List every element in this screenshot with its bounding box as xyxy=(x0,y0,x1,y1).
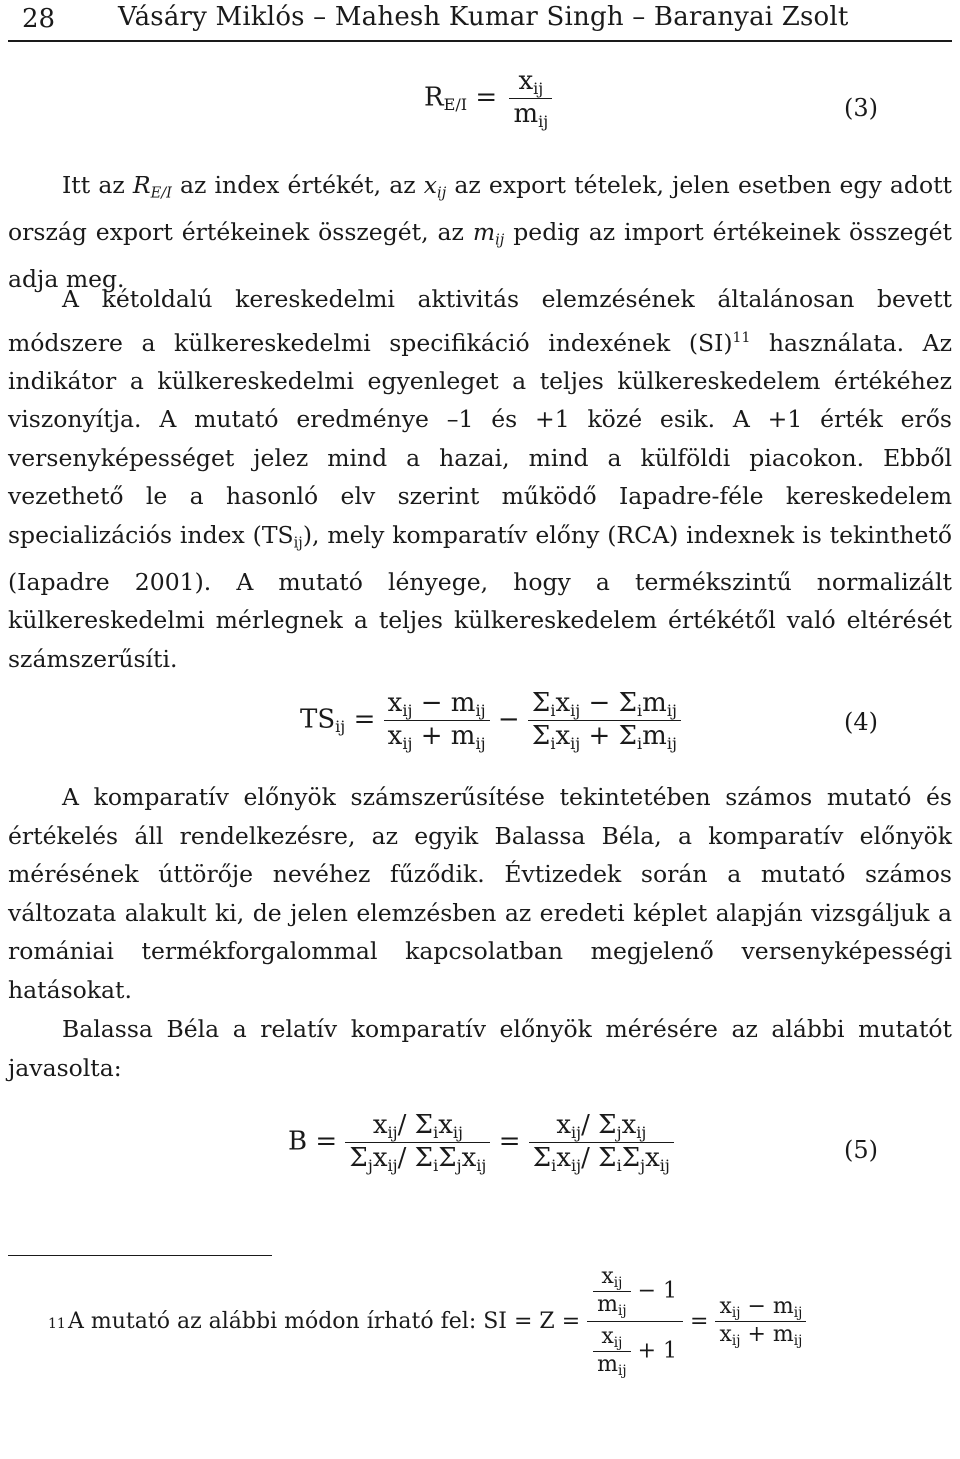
body-text-paragraph-2: A kétoldalú kereskedelmi aktivitás elemzésének általánosan bevett módszere a külkereskedelmi specifikáció indexének (SI)$^{11}$ használata. Az indikátor a külkereskedelmi egyenleget a teljes külkereskedelem értékéhez viszonyítja. A mutató eredménye –1 és +1 közé esik. A +1 érték erős versenyképességet jelez mind a hazai, mind a külföldi piacokon. Ebből vezethető le a hasonló elv szerint működő Iapadre-féle kereskedelem specializációs index $(TS_{ij})$, mely komparatív előny (RCA) indexnek is tekinthető (Iapadre 2001). A mutató lényege, hogy a termékszintű normalizált külkereskedelmi mérlegnek a teljes külkereskedelem értékétől való eltérését számszerűsíti. xyxy=(8,285,952,673)
equation-4: $TS_{ij}$ = $\frac{x_{ij} - m_{ij}}{x_{ij} + m_{ij}}$ − $\frac{\Sigma_ix_{ij} - \Sigma_im_{ij}}{\Sigma_ix_{ij} + \Sigma_im_{ij}}$ xyxy=(300,688,681,753)
footnote-mark: 11 xyxy=(48,1316,66,1332)
equation-5-number: (5) xyxy=(844,1136,878,1164)
equation-4-number: (4) xyxy=(844,708,878,736)
body-text-paragraph-4: Balassa Béla a relatív komparatív előnyök mérésére az alábbi mutatót javasolta: xyxy=(8,1015,952,1082)
body-text-paragraph-3: A komparatív előnyök számszerűsítése tekintetében számos mutató és értékelés áll rendelkezésre, az egyik Balassa Béla, a komparatív előnyök mérésének úttörője nevéhez fűződik. Évtizedek során a mutató számos változata alakult ki, de jelen elemzésben az eredeti képlet alapján vizsgáljuk a romániai termékforgalommal kapcsolatban megjelenő versenyképességi hatásokat. xyxy=(8,783,952,1004)
equation-3-number: (3) xyxy=(844,94,878,122)
footnote-text: A mutató az alábbi módon írható fel: SI = Z = xyxy=(68,1309,581,1335)
body-text-paragraph-1: Itt az $R_{E/I}$ az index értékét, az $x_{ij}$ az export tételek, jelen esetben egy adott ország export értékeinek összegét, az $m_{ij}$ pedig az import értékeinek összegét adja meg. xyxy=(8,171,952,293)
running-header-authors: Vásáry Miklós – Mahesh Kumar Singh – Baranyai Zsolt xyxy=(118,2,849,32)
footnote-rule xyxy=(8,1255,272,1256)
equation-5: B = $\frac{x_{ij}/ \Sigma_ix_{ij}}{\Sigma_jx_{ij}/ \Sigma_i\Sigma_jx_{ij}}$ = $\frac{x_{ij}/ \Sigma_jx_{ij}}{\Sigma_ix_{ij}/ \Sigma_i\Sigma_jx_{ij}}$ xyxy=(288,1110,674,1175)
footnote-ref: 11 xyxy=(732,329,751,346)
footnote: A mutató az alábbi módon írható fel: SI = Z = $\frac{x_{ij}}{m_{ij}}$ − 1 $\frac{x_{ij}}{m_{ij}}$ + 1 = $\frac{x_{ij} - m_{ij}}{x_{ij} + m_{ij}}$ xyxy=(68,1262,806,1381)
running-header xyxy=(8,0,952,42)
page-number: 28 xyxy=(22,4,56,34)
equation-3: $R_{E/I}$ = $\frac{x_{ij}}{m_{ij}}$ xyxy=(424,66,552,131)
